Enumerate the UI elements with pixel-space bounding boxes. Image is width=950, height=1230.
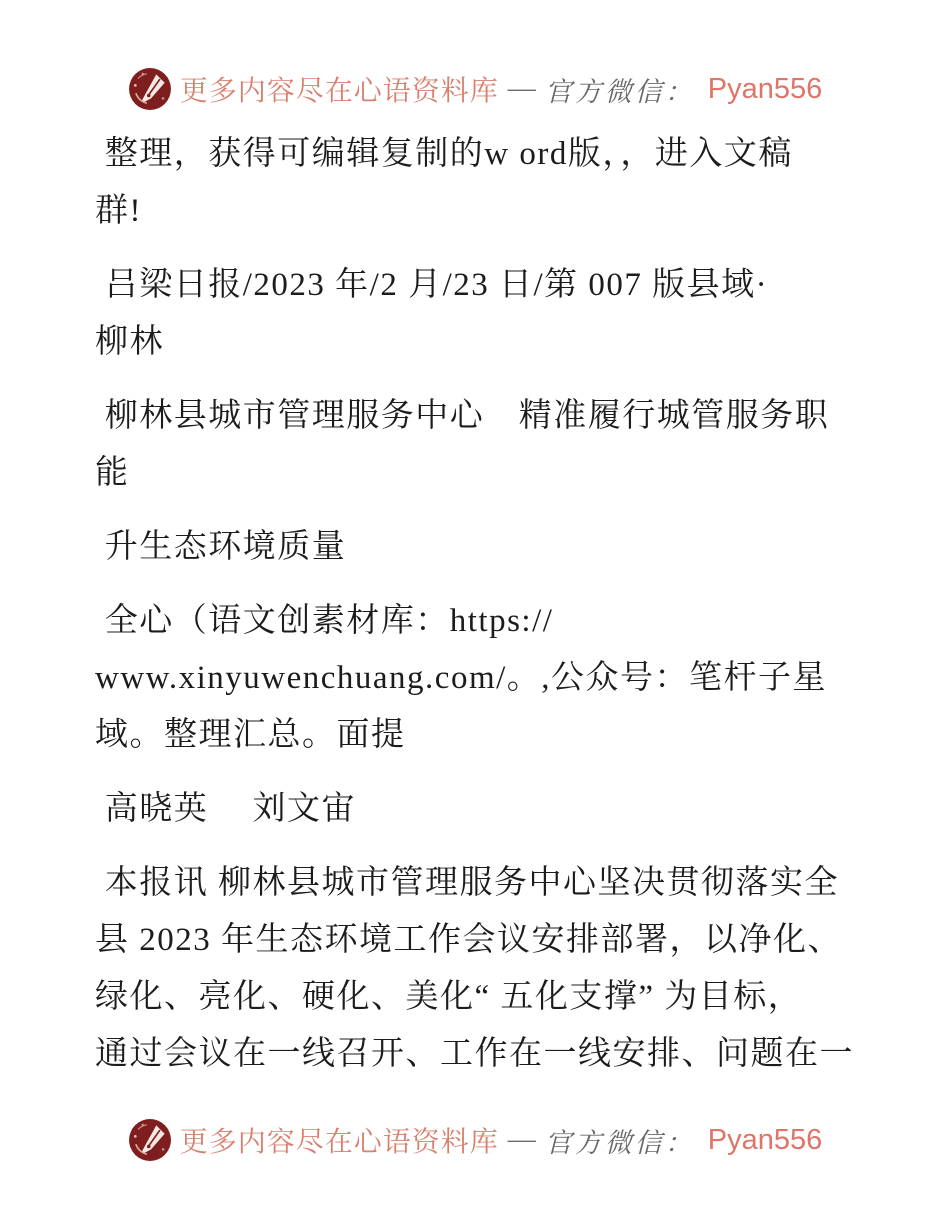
watermark-label: 官方微信： — [544, 76, 695, 107]
text-line: 柳林 — [95, 324, 164, 360]
text-line: www.xinyuwenchuang.com/。,公众号：笔杆子星 — [95, 660, 828, 696]
watermark-label: 官方微信： — [544, 1127, 695, 1158]
watermark-separator: — — [507, 1124, 536, 1155]
paragraph-note — [95, 593, 867, 764]
text-line: 能 — [95, 455, 130, 491]
footer-watermark — [0, 1117, 950, 1163]
paragraph-authors — [95, 781, 867, 838]
text-line: 绿化、亮化、硬化、美化“ 五化支撑” 为目标， — [95, 979, 803, 1015]
text-line: 高晓英 刘文宙 — [95, 791, 356, 827]
text-line: 域。整理汇总。面提 — [95, 717, 406, 753]
text-line: 通过会议在一线召开、工作在一线安排、问题在一 — [95, 1036, 854, 1072]
document-body — [95, 126, 867, 1100]
text-line: 全心（语文创素材库：https:// — [95, 603, 554, 639]
text-line: 整理，获得可编辑复制的w ord版，，进入文稿 — [95, 136, 793, 172]
paragraph-source — [95, 257, 867, 371]
paragraph-title — [95, 388, 867, 502]
text-line: 本报讯 柳林县城市管理服务中心坚决贯彻落实全 — [95, 865, 839, 901]
watermark-brand-text: 更多内容尽在心语资料库 — [179, 1127, 499, 1158]
pen-nib-logo-icon — [128, 67, 172, 111]
text-line: 柳林县城市管理服务中心 精准履行城管服务职 — [95, 398, 830, 434]
text-line: 升生态环境质量 — [95, 529, 347, 565]
text-line: 群! — [95, 193, 142, 229]
pen-nib-logo-icon — [128, 1118, 172, 1162]
wechat-id-text: Pyan556 — [707, 1123, 823, 1156]
text-line: 吕梁日报/2023 年/2 月/23 日/第 007 版县域· — [95, 267, 769, 303]
text-line: 县 2023 年生态环境工作会议安排部署，以净化、 — [95, 922, 842, 958]
paragraph-body — [95, 855, 867, 1083]
paragraph-subtitle — [95, 519, 867, 576]
paragraph-intro — [95, 126, 867, 240]
header-watermark — [0, 66, 950, 112]
wechat-id-text: Pyan556 — [707, 72, 823, 105]
watermark-brand-text: 更多内容尽在心语资料库 — [179, 76, 499, 107]
watermark-separator: — — [507, 73, 536, 104]
